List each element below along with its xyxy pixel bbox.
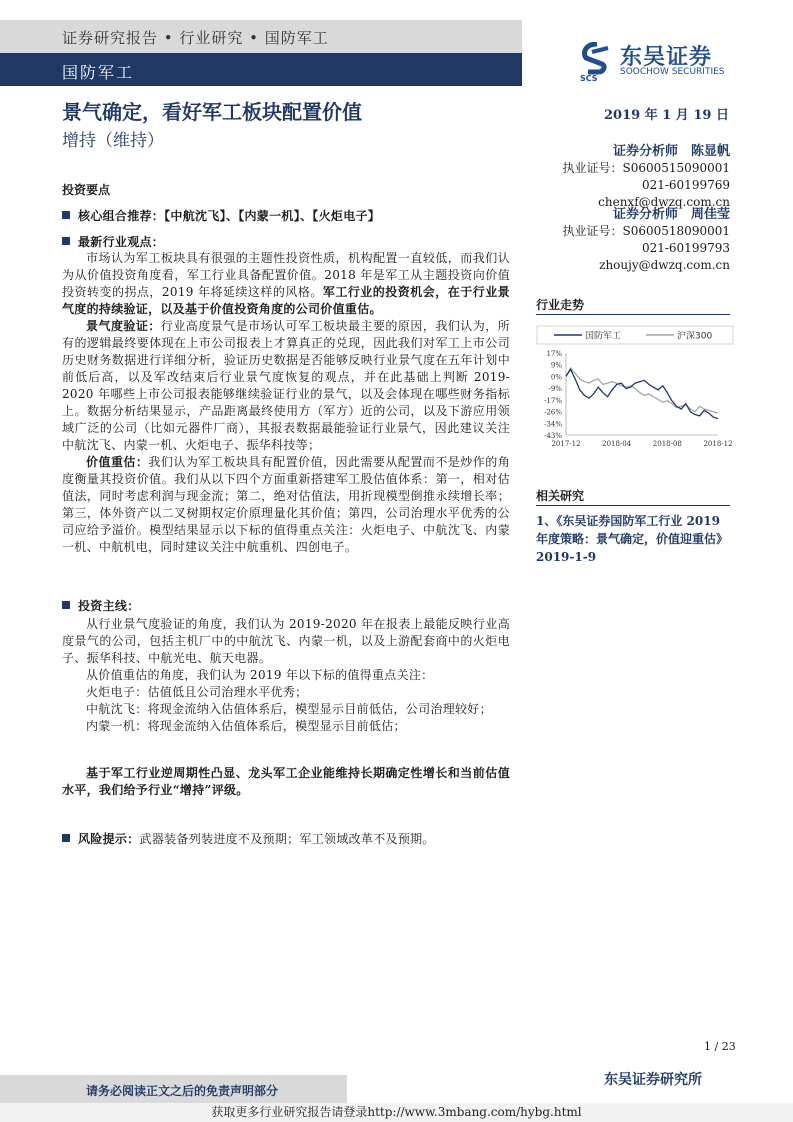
y-tick-label: 9% <box>550 361 562 370</box>
footer-org: 东吴证券研究所 <box>604 1072 702 1088</box>
p1-text: 市场认为军工板块具有很强的主题性投资性质，机构配置一直较低，而我们认为从价值投资角度看，军工行业具备配置价值。2018 年是军工从主题投资向价值投资转变的拐点，2019 年将延续这样的风格。 <box>62 251 510 299</box>
x-tick-label: 2018-04 <box>602 440 632 448</box>
divider <box>536 314 730 315</box>
conclusion <box>62 765 510 799</box>
p2-label: 景气度验证： <box>86 319 161 333</box>
logo-text-en: SOOCHOW SECURITIES <box>620 67 725 77</box>
main-line-4: 中航沈飞：将现金流纳入估值体系后，模型显示目前低估，公司治理较好； <box>86 702 492 716</box>
latest-view-heading <box>62 234 510 251</box>
y-tick-label: 17% <box>546 350 562 358</box>
core-label: 核心组合推荐： <box>78 209 165 223</box>
download-link[interactable]: 获取更多行业研究报告请登录http://www.3mbang.com/hybg.html <box>0 1103 793 1122</box>
summary-heading: 投资要点 <box>62 183 111 197</box>
core-picks <box>62 208 510 225</box>
risk-label: 风险提示： <box>78 832 140 846</box>
latest-view-paragraph <box>62 250 510 556</box>
risk-note <box>62 831 510 848</box>
p3-text: 我们认为军工板块具有配置价值，因此需要从配置而不是炒作的角度衡量其投资价值。我们从以下四个方面重新搭建军工股估值体系：第一，相对估值法，同时考虑利润与现金流；第二，绝对估值法，用折现模型倒推永续增长率；第三，体外资产以二叉树期权定价原理量化其价值；第四，公司治理水平优秀的公司应给予溢价。模型结果显示以下标的值得重点关注：火炬电子、中航沈飞、内蒙一机、中航机电，同时建议关注中航重机、四创电子。 <box>62 455 510 554</box>
risk-text: 武器装备列装进度不及预期；军工领域改革不及预期。 <box>139 832 435 846</box>
trend-heading: 行业走势 <box>536 298 585 312</box>
analyst-name: 证券分析师 陈显帆 <box>612 144 730 159</box>
related-report-link[interactable]: 1、《东吴证券国防军工行业 2019 年度策略：景气确定，价值迎重估》2019-1-9 <box>536 514 729 564</box>
report-title: 景气确定，看好军工板块配置价值 <box>62 100 362 124</box>
p3-label: 价值重估： <box>86 455 149 469</box>
analyst-phone: 021-60199769 <box>641 178 730 192</box>
analyst-name: 证券分析师 周佳莹 <box>612 207 730 222</box>
y-tick-label: -43% <box>544 432 562 440</box>
y-tick-label: -26% <box>544 408 562 417</box>
main-line-1: 从行业景气度验证的角度，我们认为 2019-2020 年在报表上最能反映行业高度景气的公司，包括主机厂中的中航沈飞、内蒙一机，以及上游配套商中的火炬电子、振华科技、中航光电、航天电器。 <box>62 617 510 665</box>
legend-label: 国防军工 <box>585 331 622 342</box>
x-tick-label: 2018-08 <box>652 440 682 448</box>
bullet-square-icon <box>62 211 70 219</box>
y-tick-label: -9% <box>548 385 562 394</box>
analyst-card <box>540 143 730 211</box>
analyst-cert: 执业证号：S0600518090001 <box>562 224 730 238</box>
bullet-square-icon <box>62 834 70 842</box>
main-line-2: 从价值重估的角度，我们认为 2019 年以下标的值得重点关注： <box>86 668 434 682</box>
core-value: 【中航沈飞】、【内蒙一机】、【火炬电子】 <box>164 209 381 223</box>
report-date: 2019 年 1 月 19 日 <box>604 108 729 123</box>
analyst-cert: 执业证号：S0600515090001 <box>562 161 730 175</box>
series-line <box>566 368 718 413</box>
analyst-email[interactable]: zhoujy@dwzq.com.cn <box>599 258 730 272</box>
sector-band <box>0 53 522 86</box>
main-line-paragraph <box>62 616 510 735</box>
logo-mark-icon <box>578 42 616 82</box>
divider <box>536 505 730 506</box>
analyst-card <box>540 206 730 274</box>
main-line-3: 火炬电子：估值低且公司治理水平优秀； <box>86 685 308 699</box>
report-rating: 增持（维持） <box>62 131 164 151</box>
related-heading: 相关研究 <box>536 489 585 503</box>
breadcrumb: 证券研究报告 • 行业研究 • 国防军工 <box>62 29 329 47</box>
main-line-heading <box>62 598 510 615</box>
sector-label: 国防军工 <box>62 63 135 82</box>
bullet-square-icon <box>62 237 70 245</box>
latest-label: 最新行业观点： <box>78 235 165 249</box>
main-label: 投资主线： <box>78 599 140 613</box>
bullet-square-icon <box>62 601 70 609</box>
breadcrumb-band <box>0 20 522 53</box>
logo-text-cn: 东吴证券 <box>620 45 713 70</box>
y-tick-label: -34% <box>544 420 562 429</box>
x-tick-label: 2018-12 <box>703 440 733 448</box>
x-tick-label: 2017-12 <box>551 440 581 448</box>
page-number: 1 / 23 <box>704 1040 736 1053</box>
legend-label: 沪深300 <box>677 331 713 342</box>
main-line-5: 内蒙一机：将现金流纳入估值体系后，模型显示目前低估； <box>86 719 406 733</box>
p1-bold: 军工行业的投资机会，在于行业景气度的持续验证，以及基于价值投资角度的公司价值重估。 <box>62 285 510 316</box>
trend-chart <box>536 325 736 455</box>
analyst-email[interactable]: chenxf@dwzq.com.cn <box>598 195 730 209</box>
conclusion-text: 基于军工行业逆周期性凸显、龙头军工企业能维持长期确定性增长和当前估值水平，我们给予行业“增持”评级。 <box>62 766 510 797</box>
p2-text: 行业高度景气是市场认可军工板块最主要的原因，我们认为，所有的逻辑最终要体现在上市公司报表上才算真正的兑现，因此我们对军工上市公司历史财务数据进行详细分析，验证历史数据是否能够反映行业景气度在五年计划中前低后高，以及军改结束后行业景气度恢复的观点，并在此基础上判断 2019-2020 年哪些上市公司报表能够继续验证行业的景气，以及会体现在哪些财务指标上。数据分析结果显示，产品距离最终使用方（军方）近的公司，以及下游应用领域广泛的公司（比如元器件厂商），其报表数据最能验证行业景气，因此建议关注中航沈飞、内蒙一机、火炬电子、振华科技等； <box>62 319 510 452</box>
analyst-phone: 021-60199793 <box>641 241 730 255</box>
company-logo <box>578 40 748 85</box>
disclaimer-text: 请务必阅读正文之后的免责声明部分 <box>86 1084 279 1098</box>
y-tick-label: 0% <box>550 373 562 382</box>
disclaimer-band <box>0 1075 347 1103</box>
logo-mark-text: SCS <box>580 74 598 82</box>
y-tick-label: -17% <box>544 396 562 405</box>
